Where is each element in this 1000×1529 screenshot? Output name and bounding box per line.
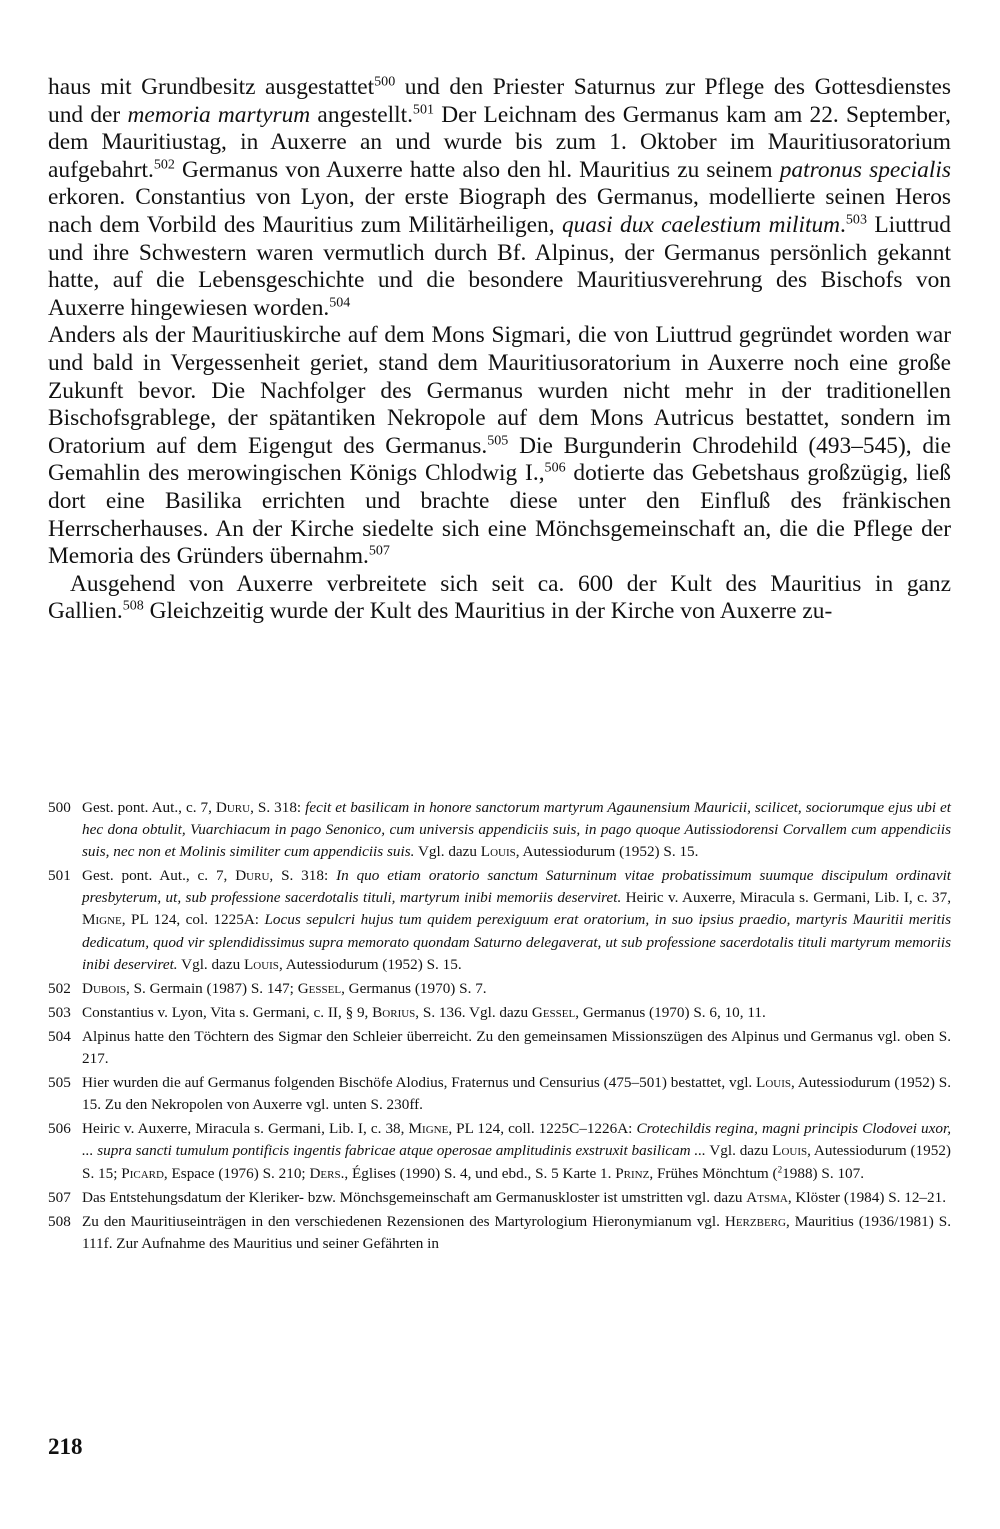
footnote-number: 508 [48, 1212, 71, 1230]
body-paragraph: haus mit Grundbesitz ausgestattet$^{500}$ und den Priester Saturnus zur Pflege des Gottesdienstes und der memoria martyrum angestellt.$^{501}$ Der Leichnam des Germanus kam am 22. September, dem Mauritiustag, in Auxerre an und wurde bis zum 1. Oktober im Mauritiusoratorium aufgebahrt.$^{502}$ Germanus von Auxerre hatte also den hl. Mauritius zu seinem patronus specialis erkoren. Constantius von Lyon, der erste Biograph des Germanus, modellierte seinen Heros nach dem Vorbild des Mauritius zum Militärheiligen, quasi dux caelestium militum.$^{503}$ Liuttrud und ihre Schwestern waren vermutlich durch Bf. Alpinus, der Germanus persönlich gekannt hatte, auf die Lebensgeschichte und die besondere Mauritiusverehrung des Bischofs von Auxerre hingewiesen worden.$^{504}$ [48, 73, 951, 321]
footnote-number: 500 [48, 799, 71, 816]
footnote [48, 978, 951, 1000]
body-paragraph: Ausgehend von Auxerre verbreitete sich seit ca. 600 der Kult des Mauritius in ganz Gallien.$^{508}$ Gleichzeitig wurde der Kult des Mauritius in der Kirche von Auxerre zu- [48, 570, 951, 625]
body-paragraph: Anders als der Mauritiuskirche auf dem Mons Sigmari, die von Liuttrud gegründet worden war und bald in Vergessenheit geriet, stand dem Mauritiusoratorium in Auxerre noch eine große Zukunft bevor. Die Nachfolger des Germanus wurden nicht mehr in der traditionellen Bischofsgrablege, der spätantiken Nekropole auf dem Mons Autricus bestattet, sondern im Oratorium auf dem Eigengut des Germanus.$^{505}$ Die Burgunderin Chrodehild (493–545), die Gemahlin des merowingischen Königs Chlodwig I.,$^{506}$ dotierte das Gebetshaus großzügig, ließ dort eine Basilika errichten und brachte diese unter den Einfluß des fränkischen Herrscherhauses. An der Kirche siedelte sich eine Mönchsgemeinschaft an, die die Pflege der Memoria des Gründers übernahm.$^{507}$ [48, 322, 951, 570]
footnotes [48, 797, 951, 1257]
footnote-text: Gest. pont. Aut., c. 7, Duru, S. 318: In quo etiam oratorio sanctum Saturninum vitae probatissimum suumque discipulum ordinavit presbyterum, ut, sub professione sacerdotalis tituli, martyrum inibi memoriis deserviret. Heiric v. Auxerre, Miracula s. Germani, Lib. I, c. 37, Migne, PL 124, col. 1225A: Locus sepulcri hujus tum quidem perexiguum erat oratorium, in suo ipsius praedio, martyris Mauritii meritis dedicatum, quod vir splendidissimus supra memorato quondam Saturno delegaverat, ut sub professione sacerdotalis tituli martyrum memoriis inibi deserviret. Vgl. dazu Louis, Autessiodurum (1952) S. 15. [82, 867, 952, 973]
footnote [48, 1211, 951, 1255]
footnote [48, 1118, 951, 1184]
page-number: 218 [48, 1434, 83, 1459]
footnote-number: 507 [48, 1188, 71, 1206]
footnote [48, 1072, 951, 1116]
footnote-number: 505 [48, 1074, 71, 1092]
footnote-text: Alpinus hatte den Töchtern des Sigmar den Schleier überreicht. Zu den gemeinsamen Missionszügen des Alpinus und Germanus vgl. oben S. 217. [82, 1027, 951, 1068]
footnote-number: 506 [48, 1120, 71, 1138]
footnote-number: 501 [48, 867, 71, 885]
main-text [48, 74, 951, 626]
footnote-text: Heiric v. Auxerre, Miracula s. Germani, Lib. I, c. 38, Migne, PL 124, coll. 1225C–1226A: Crotechildis regina, magni principis Clodovei uxor, ... supra sancti tumulum pontificis ingentis fabricae atque operosae amplitudinis exstruxit basilicam ... Vgl. dazu Louis, Autessiodurum (1952) S. 15; Picard, Espace (1976) S. 210; Ders., Églises (1990) S. 4, und ebd., S. 5 Karte 1. Prinz, Frühes Mönchtum ($^2$1988) S. 107. [82, 1120, 951, 1182]
footnote-text: Constantius v. Lyon, Vita s. Germani, c. II, § 9, Borius, S. 136. Vgl. dazu Gessel, Germanus (1970) S. 6, 10, 11. [82, 1003, 766, 1021]
footnote [48, 1026, 951, 1070]
footnote [48, 865, 951, 975]
footnote-text: Gest. pont. Aut., c. 7, Duru, S. 318: fecit et basilicam in honore sanctorum martyrum Agaunensium Mauricii, scilicet, sociorumque ejus ubi et hec dona obtulit, Vuarchiacum in pago Senonico, cum universis appendiciis suis, in pago quoque Autissiodorensi Corvallem cum appendiciis suis, nec non et Molinis similiter cum appendiciis suis. Vgl. dazu Louis, Autessiodurum (1952) S. 15. [82, 799, 951, 861]
footnote-text: Hier wurden die auf Germanus folgenden Bischöfe Alodius, Fraternus und Censurius (475–501) bestattet, vgl. Louis, Autessiodurum (1952) S. 15. Zu den Nekropolen von Auxerre vgl. unten S. 230ff. [82, 1074, 951, 1114]
footnote-number: 503 [48, 1003, 71, 1021]
footnote [48, 797, 951, 863]
footnote-number: 504 [48, 1027, 71, 1045]
footnote-text: Dubois, S. Germain (1987) S. 147; Gessel, Germanus (1970) S. 7. [82, 979, 487, 997]
footnote-number: 502 [48, 979, 71, 997]
footnote [48, 1187, 951, 1209]
footnote [48, 1002, 951, 1024]
footnote-text: Zu den Mauritiuseinträgen in den verschiedenen Rezensionen des Martyrologium Hieronymianum vgl. Herzberg, Mauritius (1936/1981) S. 111f. Zur Aufnahme des Mauritius und seiner Gefährten in [82, 1212, 952, 1252]
footnote-text: Das Entstehungsdatum der Kleriker- bzw. Mönchsgemeinschaft am Germanuskloster ist umstritten vgl. dazu Atsma, Klöster (1984) S. 12–21. [82, 1188, 947, 1206]
